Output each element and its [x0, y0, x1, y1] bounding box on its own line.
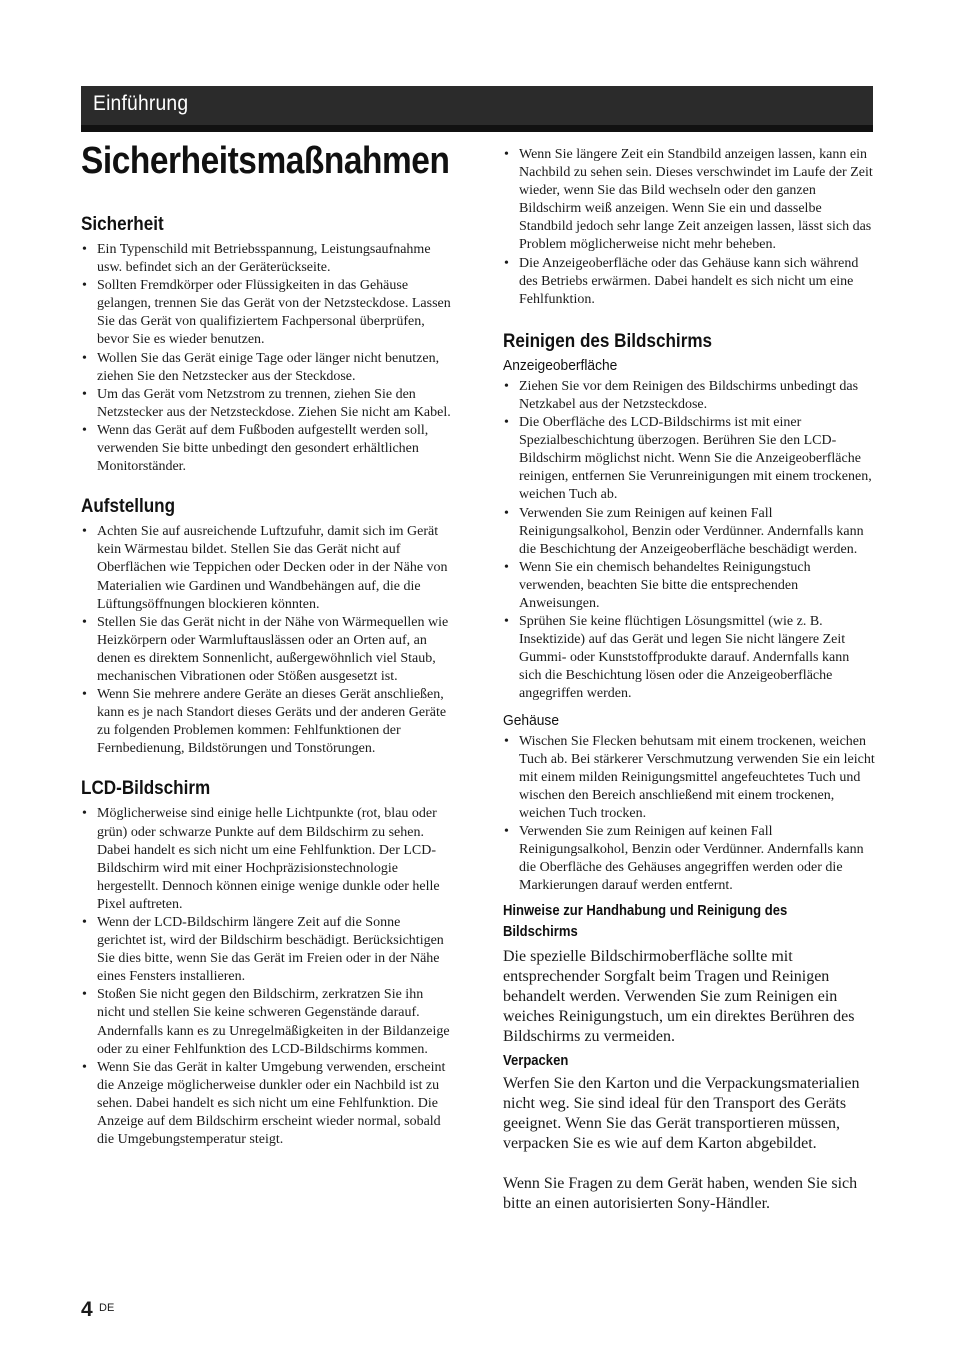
list-item: • Wenn Sie das Gerät in kalter Umgebung verwenden, erscheint die Anzeige möglicherweise dunkler oder ein Nachbild ist zu sehen. Dabei handelt es sich nicht um eine Fehlfunktion. Die Anzeige auf dem Bildschirm erscheint wieder normal, sobald die Umgebungstemperatur steigt. [82, 1059, 446, 1148]
right-column [503, 146, 875, 1214]
list-item: • Wenn der LCD-Bildschirm längere Zeit auf die Sonne gerichtet ist, wird der Bildschirm beschädigt. Berücksichtigen Sie dies bitte, wenn Sie das Gerät im Freien oder in der Nähe eines Fensters installieren. [82, 915, 444, 985]
hinweise-text: Die spezielle Bildschirmoberfläche sollte mit entsprechender Sorgfalt beim Tragen und Reinigen behandelt werden. Verwenden Sie zum Reinigen ein weiches Reinigungstuch, um ein direktes Berühren des Bildschirms zu vermeiden. [503, 948, 855, 1046]
page-language: DE [99, 1302, 115, 1314]
list-lcd-continued [503, 146, 875, 309]
list-item: • Möglicherweise sind einige helle Lichtpunkte (rot, blau oder grün) oder schwarze Punkte auf dem Bildschirm zu sehen. Dabei handelt es sich nicht um eine Fehlfunktion. Der LCD-Bildschirm wird mit einer Hochpräzisionstechnologie hergestellt. Dennoch können einige wenige dunkle oder helle Pixel auftreten. [82, 806, 440, 912]
subheading-gehaeuse: Gehäuse [503, 711, 560, 729]
bullet-icon: • [82, 614, 87, 630]
bullet-icon: • [82, 350, 87, 366]
section-title: Einführung [93, 92, 189, 115]
heading-verpacken: Verpacken [503, 1053, 569, 1070]
list-item: • Verwenden Sie zum Reinigen auf keinen Fall Reinigungsalkohol, Benzin oder Verdünner. Andernfalls kann die Beschichtung der Anzeigeoberfläche beschädigt werden. [504, 505, 864, 557]
bullet-icon: • [82, 687, 87, 703]
heading-aufstellung: Aufstellung [81, 496, 176, 518]
list-item: • Sprühen Sie keine flüchtigen Lösungsmittel (wie z. B. Insektizide) auf das Gerät und legen Sie nicht längere Zeit Gummi- oder Kunststoffprodukte darauf. Andernfalls kann sich die Beschichtung lösen oder die Anzeigeoberfläche angegriffen werden. [504, 614, 850, 702]
section-bar [81, 86, 873, 132]
list-item: • Sollten Fremdkörper oder Flüssigkeiten in das Gehäuse gelangen, trennen Sie das Gerät von der Netzsteckdose. Lassen Sie das Gerät von qualifiziertem Fachpersonal überprüfen, bevor Sie es wieder benutzen. [82, 278, 451, 348]
heading-sicherheit: Sicherheit [81, 214, 164, 235]
left-column [81, 210, 451, 1149]
list-item: • Wollen Sie das Gerät einige Tage oder länger nicht benutzen, ziehen Sie den Netzstecker aus der Steckdose. [82, 350, 440, 384]
list-item: • Wenn Sie ein chemisch behandeltes Reinigungstuch verwenden, beachten Sie bitte die entsprechenden Anweisungen. [504, 559, 811, 611]
list-aufstellung [81, 523, 451, 758]
bullet-icon: • [82, 278, 87, 294]
list-item: • Stoßen Sie nicht gegen den Bildschirm, zerkratzen Sie ihn nicht und stellen Sie keine schweren Gegenstände darauf. Andernfalls kann es zu Unregelmäßigkeiten in der Bildanzeige oder zu einer Fehlfunktion des LCD-Bildschirms kommen. [82, 987, 450, 1057]
bullet-icon: • [82, 1059, 87, 1075]
bullet-icon: • [504, 147, 509, 162]
bullet-icon: • [82, 386, 87, 402]
list-item: • Wenn das Gerät auf dem Fußboden aufgestellt werden soll, verwenden Sie bitte unbedingt den gesondert erhältlichen Monitorständer. [82, 422, 429, 475]
heading-reinigen: Reinigen des Bildschirms [503, 330, 713, 352]
section-bar-rule [81, 125, 873, 132]
list-item: • Ein Typenschild mit Betriebsspannung, Leistungsaufnahme usw. befindet sich an der Geräterückseite. [82, 242, 431, 276]
list-item: • Ziehen Sie vor dem Reinigen des Bildschirms unbedingt das Netzkabel aus der Netzsteckdose. [504, 378, 859, 412]
list-item: • Verwenden Sie zum Reinigen auf keinen Fall Reinigungsalkohol, Benzin oder Verdünner. Andernfalls kann die Oberfläche des Gehäuses angegriffen werden oder die Markierungen darauf werden entfernt. [504, 824, 864, 894]
bullet-icon: • [82, 242, 87, 257]
list-item: • Die Anzeigeoberfläche oder das Gehäuse kann sich während des Betriebs erwärmen. Dabei handelt es sich nicht um eine Fehlfunktion. [504, 255, 859, 307]
bullet-icon: • [504, 505, 509, 521]
bullet-icon: • [82, 806, 87, 822]
page-number: 4 [81, 1298, 93, 1321]
list-item: • Wischen Sie Flecken behutsam mit einem trockenen, weichen Tuch ab. Bei stärkerer Verschmutzung verwenden Sie ein leicht mit einem milden Reinigungsmittel angefeuchtetes Tuch und wischen den Bereich anschließend mit einem trockenen, weichen Tuch trocken. [504, 733, 875, 821]
bullet-icon: • [82, 422, 87, 438]
bullet-icon: • [504, 378, 509, 394]
page-title: Sicherheitsmaßnahmen [81, 140, 450, 182]
bullet-icon: • [504, 415, 509, 431]
list-item: • Wenn Sie längere Zeit ein Standbild anzeigen lassen, kann ein Nachbild zu sehen sein. Dieses verschwindet im Laufe der Zeit wieder, wenn Sie das Bild wechseln oder den ganzen Bildschirm weiß anzeigen. Wenn Sie ein und dasselbe Standbild jedoch sehr lange Zeit anzeigen lassen, lässt sich das Problem möglicherweise nicht mehr beheben. [504, 147, 873, 253]
list-item: • Die Oberfläche des LCD-Bildschirms ist mit einer Spezialbeschichtung überzogen. Berühren Sie den LCD-Bildschirm möglichst nicht. Wenn Sie die Anzeigeoberfläche reinigen, entfernen Sie Verunreinigungen mit einem trockenen, weichen Tuch ab. [504, 415, 872, 503]
bullet-icon: • [82, 524, 87, 540]
heading-hinweise: Hinweise zur Handhabung und Reinigung des Bildschirms [503, 903, 788, 941]
sony-contact-text: Wenn Sie Fragen zu dem Gerät haben, wenden Sie sich bitte an einen autorisierten Sony-Händler. [503, 1175, 858, 1213]
list-item: • Achten Sie auf ausreichende Luftzufuhr, damit sich im Gerät kein Wärmestau bildet. Stellen Sie das Gerät nicht auf Oberflächen wie Teppichen oder Decken oder in der Nähe von Materialien wie Gardinen und Wandbehängen auf, die die Lüftungsöffnungen blockieren könnten. [82, 524, 448, 612]
verpacken-text: Werfen Sie den Karton und die Verpackungsmaterialien nicht weg. Sie sind ideal für den Transport des Geräts geeignet. Wenn Sie das Gerät transportieren müssen, verpacken Sie es wie auf dem Karton abgebildet. [503, 1075, 860, 1153]
list-sicherheit [81, 241, 451, 476]
list-gehaeuse [503, 733, 875, 896]
section-bar-fill [81, 86, 873, 125]
bullet-icon: • [504, 733, 509, 749]
bullet-icon: • [504, 559, 509, 575]
bullet-icon: • [504, 824, 509, 839]
list-anzeigeoberflaeche [503, 378, 875, 704]
bullet-icon: • [504, 255, 509, 271]
list-lcd [81, 805, 451, 1149]
subheading-anzeigeoberflaeche: Anzeigeoberfläche [503, 356, 618, 374]
bullet-icon: • [504, 614, 509, 630]
bullet-icon: • [82, 915, 87, 930]
list-item: • Um das Gerät vom Netzstrom zu trennen, ziehen Sie den Netzstecker aus der Netzsteckdose. Ziehen Sie nicht am Kabel. [82, 386, 451, 420]
heading-lcd-bildschirm: LCD-Bildschirm [81, 778, 211, 800]
list-item: • Wenn Sie mehrere andere Geräte an dieses Gerät anschließen, kann es je nach Standort dieses Geräts und der anderen Geräte zu folgenden Problemen kommen: Fehlfunktionen der Fernbedienung, Bildstörungen und Tonstörungen. [82, 687, 447, 757]
list-item: • Stellen Sie das Gerät nicht in der Nähe von Wärmequellen wie Heizkörpern oder Warmluftauslässen oder an Orten auf, an denen es direktem Sonnenlicht, außergewöhnlich viel Staub, mechanischen Vibrationen oder Stößen ausgesetzt ist. [82, 614, 449, 684]
bullet-icon: • [82, 987, 87, 1003]
